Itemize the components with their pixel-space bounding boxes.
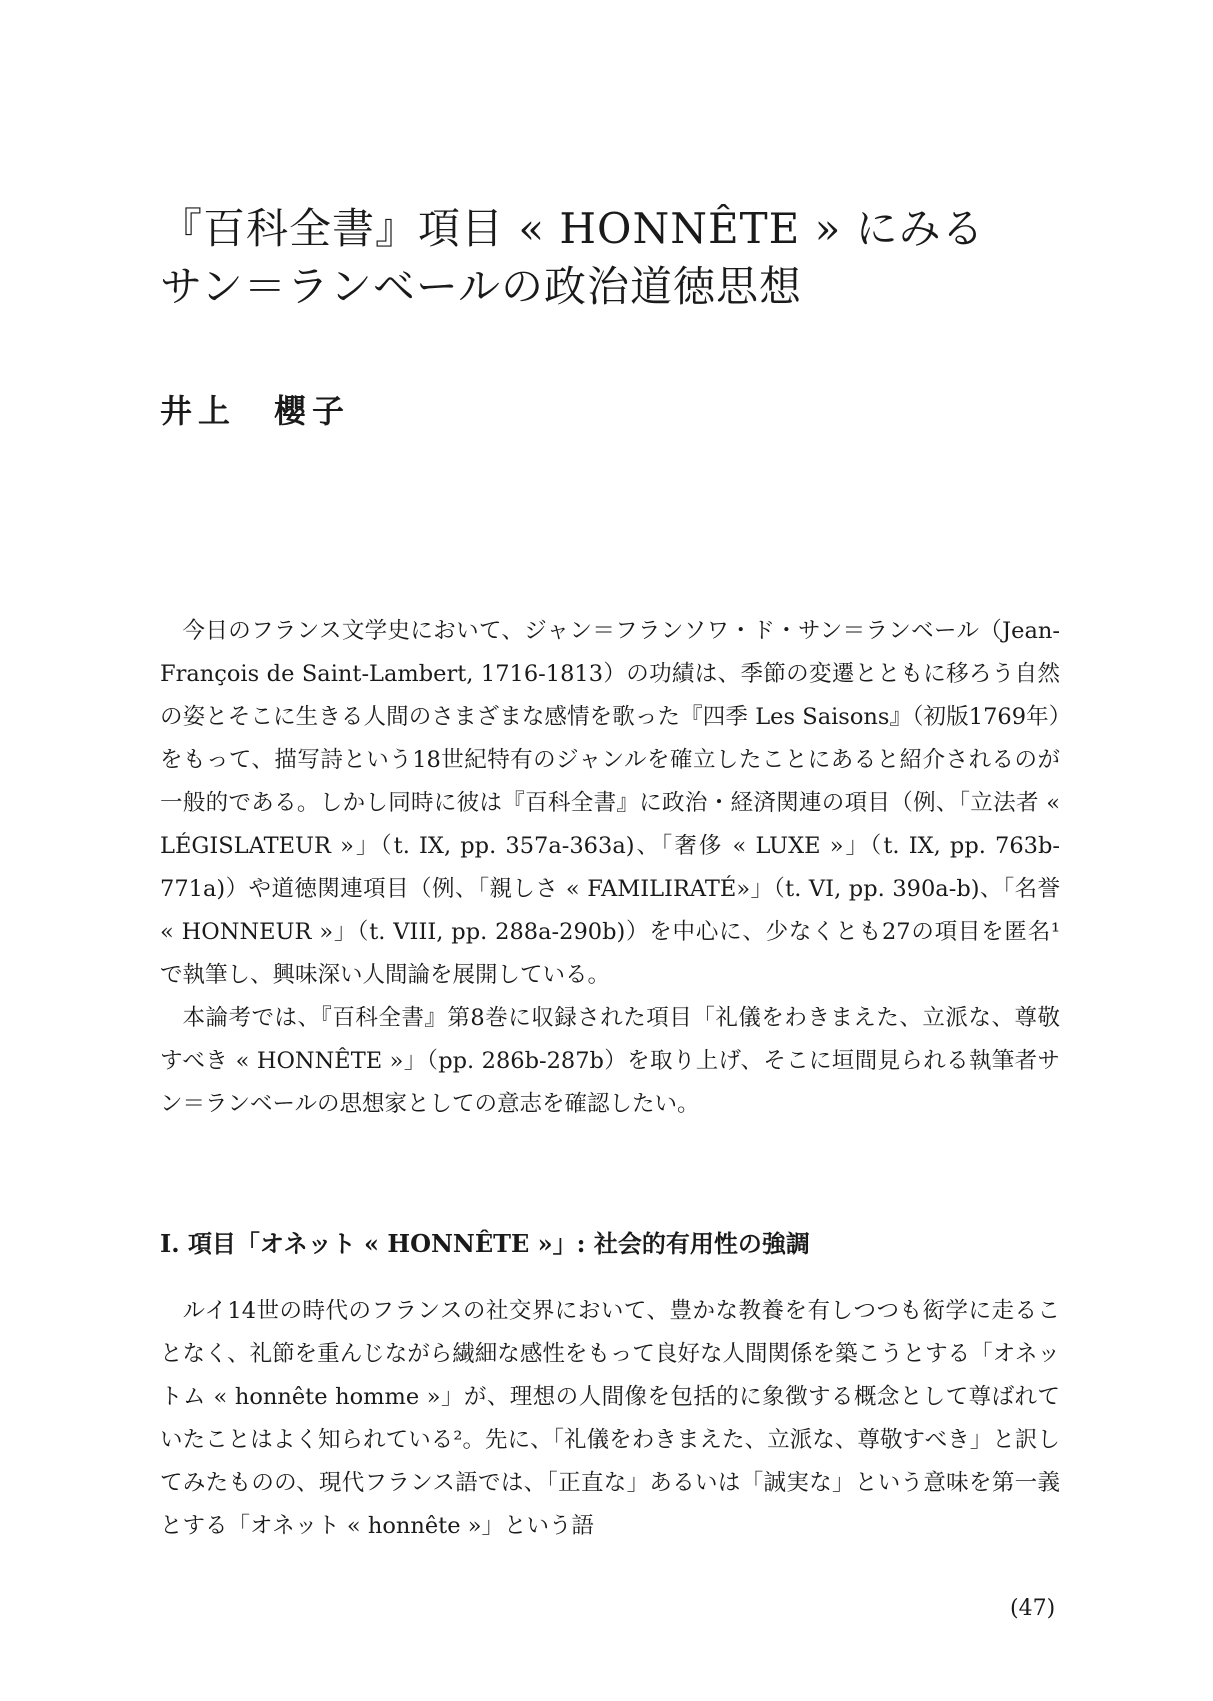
introduction-body — [160, 610, 1060, 1126]
section-body — [160, 1290, 1060, 1548]
article-title — [160, 200, 1060, 316]
title-line-1: 『百科全書』項目 « HONNÊTE » にみる — [160, 204, 985, 253]
paragraph-intro-1: 今日のフランス文学史において、ジャン＝フランソワ・ド・サン＝ランベール（Jean-François de Saint-Lambert, 1716-1813）の功績は、季節の変遷とともに移ろう自然の姿とそこに生きる人間のさまざまな感情を歌った『四季 Les Saisons』（初版1769年）をもって、描写詩という18世紀特有のジャンルを確立したことにあると紹介されるのが一般的である。しかし同時に彼は『百科全書』に政治・経済関連の項目（例、「立法者 « LÉGISLATEUR »」（t. IX, pp. 357a-363a)、「奢侈 « LUXE »」（t. IX, pp. 763b-771a)）や道徳関連項目（例、「親しさ « FAMILIRATÉ»」（t. VI, pp. 390a-b)、「名誉 « HONNEUR »」（t. VIII, pp. 288a-290b)）を中心に、少なくとも27の項目を匿名¹で執筆し、興味深い人間論を展開している。 — [160, 618, 1060, 988]
paragraph-intro-2: 本論考では、『百科全書』第8巻に収録された項目「礼儀をわきまえた、立派な、尊敬すべき « HONNÊTE »」（pp. 286b-287b）を取り上げ、そこに垣間見られる執筆者サン＝ランベールの思想家としての意志を確認したい。 — [160, 1005, 1060, 1117]
author-name: 井上 櫻子 — [160, 392, 351, 430]
page-number: (47) — [1010, 1596, 1056, 1621]
title-line-2: サン＝ランベールの政治道徳思想 — [160, 262, 803, 311]
paragraph-section-1: ルイ14世の時代のフランスの社交界において、豊かな教養を有しつつも衒学に走ることなく、礼節を重んじながら繊細な感性をもって良好な人間関係を築こうとする「オネットム « honnête homme »」が、理想の人間像を包括的に象徴する概念として尊ばれていたことはよく知られている²。先に、「礼儀をわきまえた、立派な、尊敬すべき」と訳してみたものの、現代フランス語では、「正直な」あるいは「誠実な」という意味を第一義とする「オネット « honnête »」という語 — [160, 1298, 1060, 1539]
section-heading: I. 項目「オネット « HONNÊTE »」: 社会的有用性の強調 — [160, 1229, 810, 1258]
